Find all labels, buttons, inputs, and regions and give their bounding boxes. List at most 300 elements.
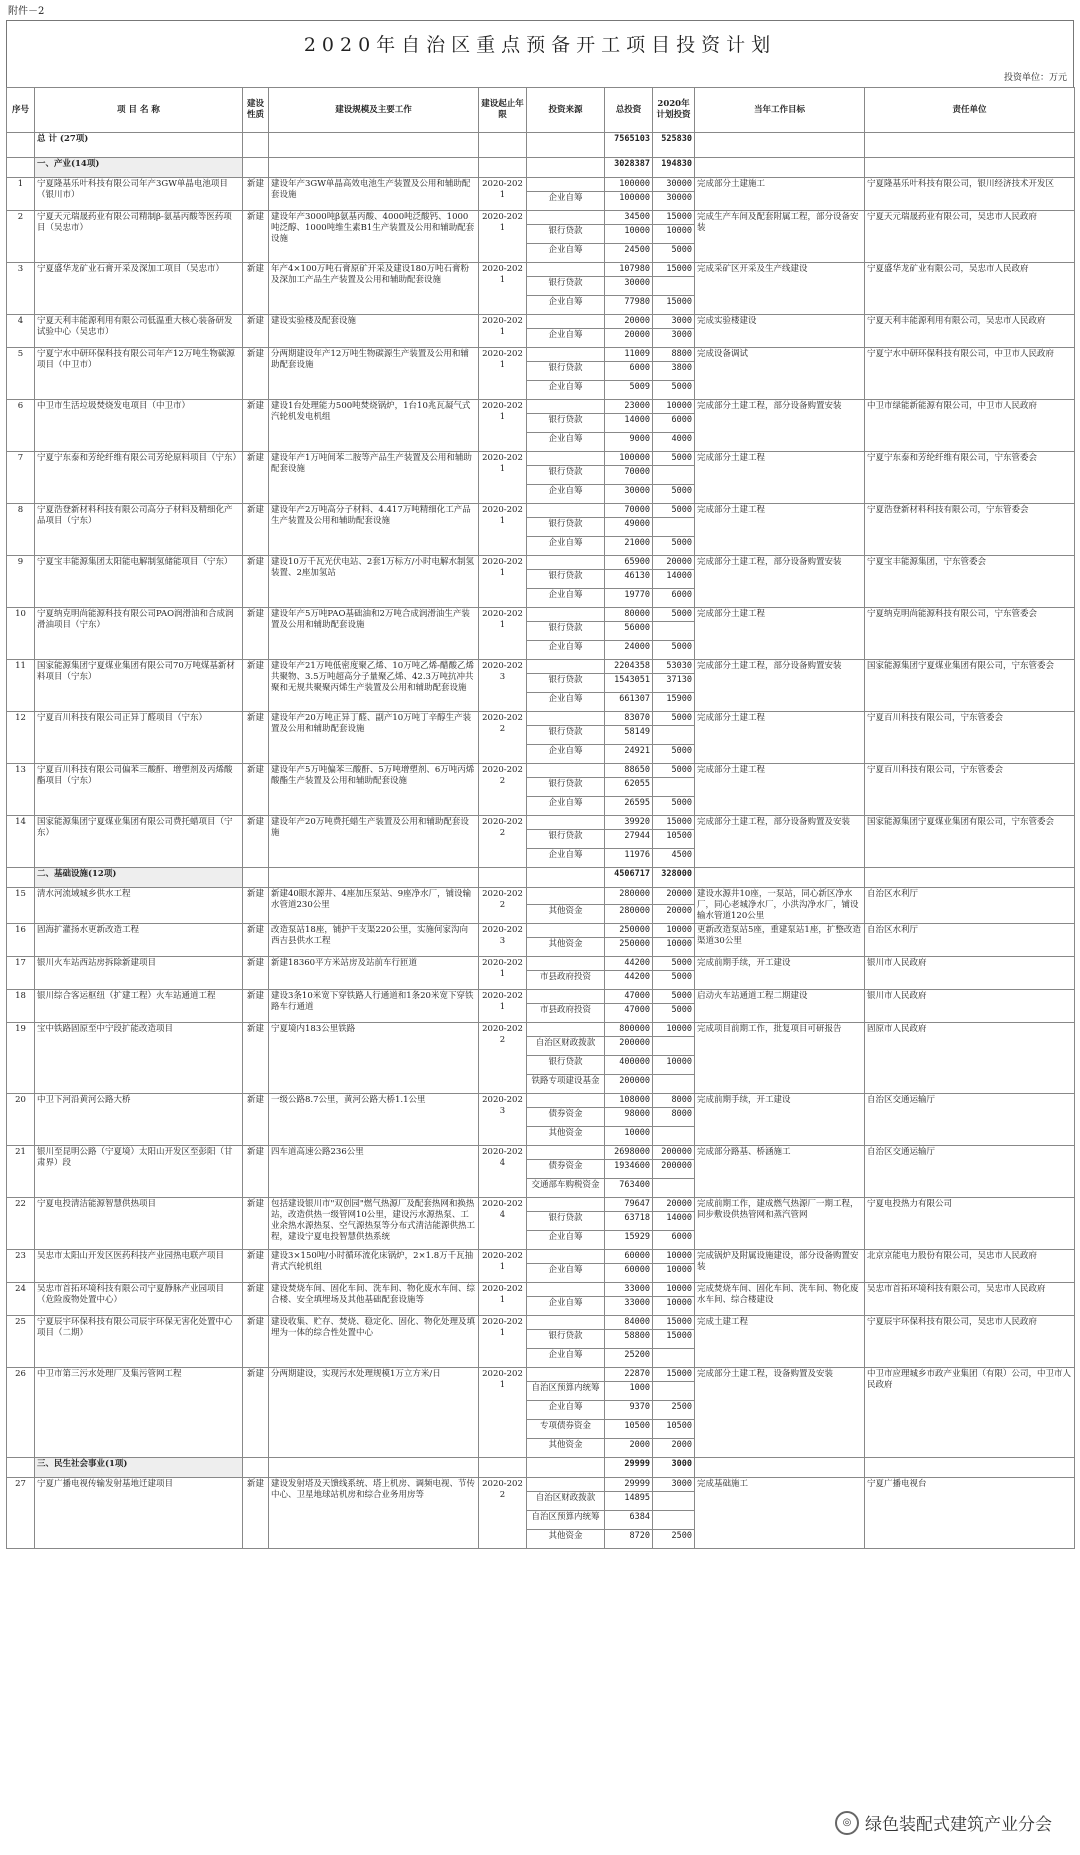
table-row	[7, 211, 1075, 225]
source-total: 250000	[605, 938, 653, 957]
source-total: 44200	[605, 971, 653, 990]
project-seq: 25	[7, 1316, 35, 1368]
table-row	[7, 1478, 1075, 1492]
source-total: 30000	[605, 277, 653, 296]
project-goal: 完成设备调试	[695, 348, 865, 400]
source-name: 铁路专项建设基金	[527, 1075, 605, 1094]
source-plan: 2500	[653, 1401, 695, 1420]
source-total: 200000	[605, 1075, 653, 1094]
source-total: 15929	[605, 1231, 653, 1250]
source-plan: 20000	[653, 905, 695, 924]
source-name: 银行贷款	[527, 362, 605, 381]
source-total: 58800	[605, 1330, 653, 1349]
project-plan: 3000	[653, 1478, 695, 1492]
source-name: 企业自筹	[527, 1231, 605, 1250]
project-goal: 更新改造泵站5座，重建泵站1座，扩整改造渠道30公里	[695, 924, 865, 957]
table-row	[7, 1146, 1075, 1160]
project-unit: 宁夏宁东泰和芳纶纤维有限公司，宁东管委会	[865, 452, 1075, 504]
project-scale: 建设年产20万吨正异丁醛、副产10万吨丁辛醇生产装置及公用和辅助配套设施	[269, 712, 479, 764]
project-total: 83070	[605, 712, 653, 726]
table-row	[7, 452, 1075, 466]
source-total: 200000	[605, 1037, 653, 1056]
source-name: 企业自筹	[527, 537, 605, 556]
project-scale: 新建40眼水源井、4座加压泵站、9座净水厂，铺设输水管道230公里	[269, 888, 479, 924]
source-total: 661307	[605, 693, 653, 712]
project-seq: 10	[7, 608, 35, 660]
project-total: 29999	[605, 1478, 653, 1492]
project-nature: 新建	[243, 660, 269, 712]
grand-total-label: 总 计 (27项)	[35, 133, 243, 158]
project-scale: 建设年产3GW单晶高效电池生产装置及公用和辅助配套设施	[269, 178, 479, 211]
project-period: 2020-2021	[479, 556, 527, 608]
project-period: 2020-2021	[479, 1283, 527, 1316]
project-scale: 分两期建设，实现污水处理规模1万立方米/日	[269, 1368, 479, 1458]
category-plan: 3000	[653, 1458, 695, 1478]
project-plan: 53030	[653, 660, 695, 674]
source-plan	[653, 1127, 695, 1146]
table-row	[7, 1283, 1075, 1297]
project-unit: 宁夏宁水中研环保科技有限公司，中卫市人民政府	[865, 348, 1075, 400]
category-row	[7, 158, 1075, 178]
project-plan: 15000	[653, 1316, 695, 1330]
source-name: 其他资金	[527, 1439, 605, 1458]
source-name: 银行贷款	[527, 830, 605, 849]
project-plan: 200000	[653, 1146, 695, 1160]
project-unit: 宁夏盛华龙矿业有限公司，吴忠市人民政府	[865, 263, 1075, 315]
table-row	[7, 990, 1075, 1004]
project-period: 2020-2021	[479, 1250, 527, 1283]
project-scale: 建设3×150吨/小时循环流化床锅炉，2×1.8万千瓦抽背式汽轮机组	[269, 1250, 479, 1283]
project-seq: 8	[7, 504, 35, 556]
project-goal: 建设水源井10座，一泵站，同心新区净水厂，同心老城净水厂，小洪沟净水厂，铺设输水管道120公里	[695, 888, 865, 924]
project-period: 2020-2024	[479, 1146, 527, 1198]
project-unit: 自治区交通运输厅	[865, 1094, 1075, 1146]
project-total: 108000	[605, 1094, 653, 1108]
project-scale: 宁夏境内183公里铁路	[269, 1023, 479, 1094]
source-name: 企业自筹	[527, 192, 605, 211]
project-goal: 完成采矿区开采及生产线建设	[695, 263, 865, 315]
project-unit: 自治区水利厅	[865, 924, 1075, 957]
project-goal: 完成部分土建工程	[695, 452, 865, 504]
project-unit: 国家能源集团宁夏煤业集团有限公司，宁东管委会	[865, 816, 1075, 868]
project-scale: 新建18360平方米站房及站前车行匝道	[269, 957, 479, 990]
source-total: 56000	[605, 622, 653, 641]
header-nature: 建设性质	[243, 88, 269, 133]
project-unit: 银川市人民政府	[865, 990, 1075, 1023]
project-period: 2020-2021	[479, 1368, 527, 1458]
project-nature: 新建	[243, 211, 269, 263]
project-period: 2020-2022	[479, 888, 527, 924]
wechat-icon: ◎	[835, 1811, 859, 1835]
source-name: 银行贷款	[527, 1056, 605, 1075]
project-period: 2020-2021	[479, 452, 527, 504]
project-plan: 10000	[653, 400, 695, 414]
project-name: 国家能源集团宁夏煤业集团有限公司费托蜡项目（宁东）	[35, 816, 243, 868]
source-total: 47000	[605, 1004, 653, 1023]
project-total: 2204358	[605, 660, 653, 674]
project-total: 22870	[605, 1368, 653, 1382]
project-goal: 完成部分土建工程，部分设备购置安装	[695, 400, 865, 452]
project-total: 100000	[605, 178, 653, 192]
project-scale: 分两期建设年产12万吨生物碳源生产装置及公用和辅助配套设施	[269, 348, 479, 400]
project-name: 宁夏浩登新材料科技有限公司高分子材料及精细化产品项目（宁东）	[35, 504, 243, 556]
project-nature: 新建	[243, 263, 269, 315]
project-period: 2020-2023	[479, 1094, 527, 1146]
project-goal: 完成实验楼建设	[695, 315, 865, 348]
table-row	[7, 608, 1075, 622]
project-name: 宁夏天利丰能源利用有限公司低温重大核心装备研发试验中心（吴忠市）	[35, 315, 243, 348]
source-name: 自治区预算内统筹	[527, 1382, 605, 1401]
project-nature: 新建	[243, 178, 269, 211]
project-unit: 吴忠市首拓环境科技有限公司，吴忠市人民政府	[865, 1283, 1075, 1316]
category-total: 4506717	[605, 868, 653, 888]
project-scale: 一级公路8.7公里，黄河公路大桥1.1公里	[269, 1094, 479, 1146]
source-total: 33000	[605, 1297, 653, 1316]
project-name: 宁夏电投清洁能源智慧供热项目	[35, 1198, 243, 1250]
table-row	[7, 816, 1075, 830]
source-plan: 5000	[653, 244, 695, 263]
source-plan: 200000	[653, 1160, 695, 1179]
project-period: 2020-2021	[479, 608, 527, 660]
project-total: 65900	[605, 556, 653, 570]
project-seq: 1	[7, 178, 35, 211]
source-plan: 5000	[653, 797, 695, 816]
source-plan	[653, 1492, 695, 1511]
project-name: 中卫市第三污水处理厂及集污管网工程	[35, 1368, 243, 1458]
project-period: 2020-2021	[479, 211, 527, 263]
project-name: 银川火车站西站房拆除新建项目	[35, 957, 243, 990]
project-total: 107980	[605, 263, 653, 277]
project-total: 280000	[605, 888, 653, 905]
source-name: 企业自筹	[527, 641, 605, 660]
source-plan: 5000	[653, 381, 695, 400]
source-name: 企业自筹	[527, 745, 605, 764]
project-unit: 宁夏百川科技有限公司，宁东管委会	[865, 764, 1075, 816]
source-name: 交通部车购税资金	[527, 1179, 605, 1198]
source-plan: 3000	[653, 329, 695, 348]
source-plan	[653, 1179, 695, 1198]
project-unit: 北京京能电力股份有限公司，吴忠市人民政府	[865, 1250, 1075, 1283]
project-seq: 2	[7, 211, 35, 263]
project-total: 20000	[605, 315, 653, 329]
category-label: 三、民生社会事业(1项)	[35, 1458, 243, 1478]
source-name: 银行贷款	[527, 674, 605, 693]
source-total: 6000	[605, 362, 653, 381]
source-total: 5009	[605, 381, 653, 400]
project-name: 宁夏纳克明尚能源科技有限公司PAO润滑油和合成润滑油项目（宁东）	[35, 608, 243, 660]
project-nature: 新建	[243, 924, 269, 957]
project-seq: 3	[7, 263, 35, 315]
source-plan: 15900	[653, 693, 695, 712]
source-name: 市县政府投资	[527, 971, 605, 990]
project-total: 79647	[605, 1198, 653, 1212]
source-total: 10500	[605, 1420, 653, 1439]
project-period: 2020-2021	[479, 1316, 527, 1368]
project-name: 清水河流域城乡供水工程	[35, 888, 243, 924]
category-total: 3028387	[605, 158, 653, 178]
project-name: 吴忠市首拓环境科技有限公司宁夏静脉产业园项目（危险废物处置中心）	[35, 1283, 243, 1316]
project-unit: 中卫市应理城乡市政产业集团（有限）公司，中卫市人民政府	[865, 1368, 1075, 1458]
source-total: 49000	[605, 518, 653, 537]
source-total: 58149	[605, 726, 653, 745]
project-nature: 新建	[243, 1368, 269, 1458]
source-name: 银行贷款	[527, 570, 605, 589]
project-period: 2020-2022	[479, 816, 527, 868]
source-total: 11976	[605, 849, 653, 868]
source-total: 8720	[605, 1530, 653, 1549]
project-unit: 宁夏天利丰能源利用有限公司，吴忠市人民政府	[865, 315, 1075, 348]
project-total: 800000	[605, 1023, 653, 1037]
project-seq: 6	[7, 400, 35, 452]
project-plan: 5000	[653, 504, 695, 518]
project-period: 2020-2021	[479, 178, 527, 211]
project-seq: 20	[7, 1094, 35, 1146]
project-goal: 完成部分土建工程，部分设备购置安装	[695, 660, 865, 712]
project-seq: 14	[7, 816, 35, 868]
project-plan: 15000	[653, 211, 695, 225]
project-goal: 完成前期工作，建成燃气热源厂一期工程，同步敷设供热管网和蒸汽管网	[695, 1198, 865, 1250]
project-nature: 新建	[243, 1478, 269, 1549]
source-plan: 5000	[653, 641, 695, 660]
project-total: 100000	[605, 452, 653, 466]
category-plan: 328000	[653, 868, 695, 888]
source-name: 企业自筹	[527, 296, 605, 315]
project-scale: 建设10万千瓦光伏电站、2套1万标方/小时电解水制氢装置、2座加氢站	[269, 556, 479, 608]
source-plan: 6000	[653, 1231, 695, 1250]
source-total: 62055	[605, 778, 653, 797]
source-name: 企业自筹	[527, 1349, 605, 1368]
project-scale: 建设年产1万吨间苯二胺等产品生产装置及公用和辅助配套设施	[269, 452, 479, 504]
project-goal: 完成锅炉及附属设施建设，部分设备购置安装	[695, 1250, 865, 1283]
project-name: 固海扩灌扬水更新改造工程	[35, 924, 243, 957]
project-scale: 建设年产2万吨高分子材料、4.417万吨精细化工产品生产装置及公用和辅助配套设施	[269, 504, 479, 556]
table-row	[7, 348, 1075, 362]
project-scale: 建设年产3000吨β氨基丙酸、4000吨泛酸钙、1000吨泛醇、1000吨维生素B1生产装置及公用和辅助配套设施	[269, 211, 479, 263]
project-seq: 22	[7, 1198, 35, 1250]
table-row	[7, 712, 1075, 726]
table-body	[7, 133, 1075, 1549]
project-name: 宁夏百川科技有限公司正异丁醛项目（宁东）	[35, 712, 243, 764]
project-plan: 15000	[653, 1368, 695, 1382]
project-scale: 建设3条10米宽下穿铁路人行通道和1条20米宽下穿铁路车行通道	[269, 990, 479, 1023]
project-unit: 宁夏宝丰能源集团，宁东管委会	[865, 556, 1075, 608]
project-total: 250000	[605, 924, 653, 938]
source-total: 27944	[605, 830, 653, 849]
source-total: 10000	[605, 1127, 653, 1146]
project-name: 宁夏天元瑞晟药业有限公司精制β-氨基丙酸等医药项目（吴忠市）	[35, 211, 243, 263]
project-name: 宁夏百川科技有限公司偏苯三酸酐、增塑剂及丙烯酸酯项目（宁东）	[35, 764, 243, 816]
project-seq: 11	[7, 660, 35, 712]
table-row	[7, 1094, 1075, 1108]
category-row	[7, 868, 1075, 888]
project-scale: 建设1台处理能力500吨焚烧锅炉，1台10兆瓦凝气式汽轮机发电机组	[269, 400, 479, 452]
source-plan: 5000	[653, 485, 695, 504]
source-name: 自治区预算内统筹	[527, 1511, 605, 1530]
project-goal: 完成基础施工	[695, 1478, 865, 1549]
project-seq: 15	[7, 888, 35, 924]
table-row	[7, 1368, 1075, 1382]
project-unit: 宁夏隆基乐叶科技有限公司，银川经济技术开发区	[865, 178, 1075, 211]
source-plan: 4000	[653, 433, 695, 452]
project-plan: 20000	[653, 1198, 695, 1212]
project-goal: 完成生产车间及配套附属工程，部分设备安装	[695, 211, 865, 263]
project-nature: 新建	[243, 348, 269, 400]
project-scale: 建设年产5万吨偏苯三酸酐、5万吨增塑剂、6万吨丙烯酸酯生产装置及公用和辅助配套设施	[269, 764, 479, 816]
source-total: 98000	[605, 1108, 653, 1127]
project-seq: 23	[7, 1250, 35, 1283]
project-nature: 新建	[243, 1023, 269, 1094]
project-goal: 完成部分土建工程，设备购置及安装	[695, 1368, 865, 1458]
source-plan: 6000	[653, 414, 695, 433]
project-seq: 26	[7, 1368, 35, 1458]
project-nature: 新建	[243, 1094, 269, 1146]
table-row	[7, 1250, 1075, 1264]
source-plan	[653, 277, 695, 296]
project-plan: 5000	[653, 957, 695, 971]
header-goal: 当年工作目标	[695, 88, 865, 133]
header-source: 投资来源	[527, 88, 605, 133]
investment-table	[6, 87, 1075, 1549]
project-seq: 18	[7, 990, 35, 1023]
source-name: 企业自筹	[527, 589, 605, 608]
source-plan	[653, 518, 695, 537]
project-plan: 10000	[653, 1250, 695, 1264]
source-total: 24921	[605, 745, 653, 764]
source-total: 400000	[605, 1056, 653, 1075]
project-name: 宁夏盛华龙矿业石膏开采及深加工项目（吴忠市）	[35, 263, 243, 315]
project-total: 60000	[605, 1250, 653, 1264]
source-plan	[653, 622, 695, 641]
source-plan: 5000	[653, 745, 695, 764]
project-total: 11009	[605, 348, 653, 362]
source-total: 9370	[605, 1401, 653, 1420]
source-plan	[653, 778, 695, 797]
source-name: 企业自筹	[527, 797, 605, 816]
project-period: 2020-2022	[479, 764, 527, 816]
project-unit: 中卫市绿能新能源有限公司，中卫市人民政府	[865, 400, 1075, 452]
source-name: 企业自筹	[527, 485, 605, 504]
project-nature: 新建	[243, 712, 269, 764]
header-seq: 序号	[7, 88, 35, 133]
category-row	[7, 1458, 1075, 1478]
project-nature: 新建	[243, 556, 269, 608]
project-total: 39920	[605, 816, 653, 830]
source-plan	[653, 1349, 695, 1368]
project-seq: 19	[7, 1023, 35, 1094]
source-name: 专项债券资金	[527, 1420, 605, 1439]
grand-total-row	[7, 133, 1075, 158]
project-period: 2020-2021	[479, 348, 527, 400]
project-plan: 5000	[653, 452, 695, 466]
source-total: 14000	[605, 414, 653, 433]
source-total: 63718	[605, 1212, 653, 1231]
source-name: 债券资金	[527, 1160, 605, 1179]
source-name: 其他资金	[527, 1530, 605, 1549]
source-total: 19770	[605, 589, 653, 608]
project-goal: 完成部分土建工程，部分设备购置及安装	[695, 816, 865, 868]
project-unit: 宁夏广播电视台	[865, 1478, 1075, 1549]
source-plan: 5000	[653, 1004, 695, 1023]
category-label: 二、基础设施(12项)	[35, 868, 243, 888]
source-total: 2000	[605, 1439, 653, 1458]
source-name: 自治区财政拨款	[527, 1492, 605, 1511]
source-plan: 5000	[653, 971, 695, 990]
project-total: 34500	[605, 211, 653, 225]
source-plan: 10500	[653, 1420, 695, 1439]
project-nature: 新建	[243, 888, 269, 924]
header-period: 建设起止年限	[479, 88, 527, 133]
project-goal: 完成项目前期工作，批复项目可研报告	[695, 1023, 865, 1094]
source-name: 其他资金	[527, 1127, 605, 1146]
source-name: 企业自筹	[527, 1297, 605, 1316]
source-plan: 10000	[653, 938, 695, 957]
source-name: 其他资金	[527, 905, 605, 924]
source-name: 银行贷款	[527, 225, 605, 244]
source-total: 14895	[605, 1492, 653, 1511]
project-plan: 5000	[653, 990, 695, 1004]
table-row	[7, 1316, 1075, 1330]
table-row	[7, 178, 1075, 192]
project-period: 2020-2022	[479, 712, 527, 764]
source-name: 企业自筹	[527, 381, 605, 400]
project-nature: 新建	[243, 1198, 269, 1250]
project-seq: 21	[7, 1146, 35, 1198]
source-plan: 3800	[653, 362, 695, 381]
project-nature: 新建	[243, 957, 269, 990]
source-name: 企业自筹	[527, 244, 605, 263]
project-total: 70000	[605, 504, 653, 518]
source-plan	[653, 1075, 695, 1094]
source-name: 银行贷款	[527, 466, 605, 485]
project-unit: 宁夏辰宇环保科技有限公司，吴忠市人民政府	[865, 1316, 1075, 1368]
project-period: 2020-2021	[479, 315, 527, 348]
project-goal: 完成部分土建工程	[695, 712, 865, 764]
project-goal: 完成土建工程	[695, 1316, 865, 1368]
source-plan: 14000	[653, 570, 695, 589]
project-total: 88650	[605, 764, 653, 778]
table-row	[7, 263, 1075, 277]
table-row	[7, 660, 1075, 674]
project-name: 宝中铁路固原至中宁段扩能改造项目	[35, 1023, 243, 1094]
project-nature: 新建	[243, 504, 269, 556]
project-plan: 30000	[653, 178, 695, 192]
project-scale: 建设实验楼及配套设施	[269, 315, 479, 348]
source-total: 70000	[605, 466, 653, 485]
category-total: 29999	[605, 1458, 653, 1478]
project-seq: 9	[7, 556, 35, 608]
category-label: 一、产业(14项)	[35, 158, 243, 178]
project-name: 银川综合客运枢纽（扩建工程）火车站通道工程	[35, 990, 243, 1023]
watermark	[829, 1808, 1058, 1837]
source-total: 10000	[605, 225, 653, 244]
watermark-text: 绿色装配式建筑产业分会	[865, 1815, 1052, 1835]
project-plan: 5000	[653, 764, 695, 778]
source-total: 1543051	[605, 674, 653, 693]
spreadsheet	[6, 4, 1074, 1549]
source-name: 企业自筹	[527, 329, 605, 348]
attachment-label: 附件－2	[8, 6, 45, 17]
project-goal: 完成部分土建工程，部分设备购置安装	[695, 556, 865, 608]
project-total: 23000	[605, 400, 653, 414]
grand-total-plan: 525830	[653, 133, 695, 158]
source-plan: 15000	[653, 296, 695, 315]
source-plan	[653, 1511, 695, 1530]
project-unit: 银川市人民政府	[865, 957, 1075, 990]
source-plan: 4500	[653, 849, 695, 868]
source-total: 1934600	[605, 1160, 653, 1179]
project-seq: 5	[7, 348, 35, 400]
source-total: 6384	[605, 1511, 653, 1530]
